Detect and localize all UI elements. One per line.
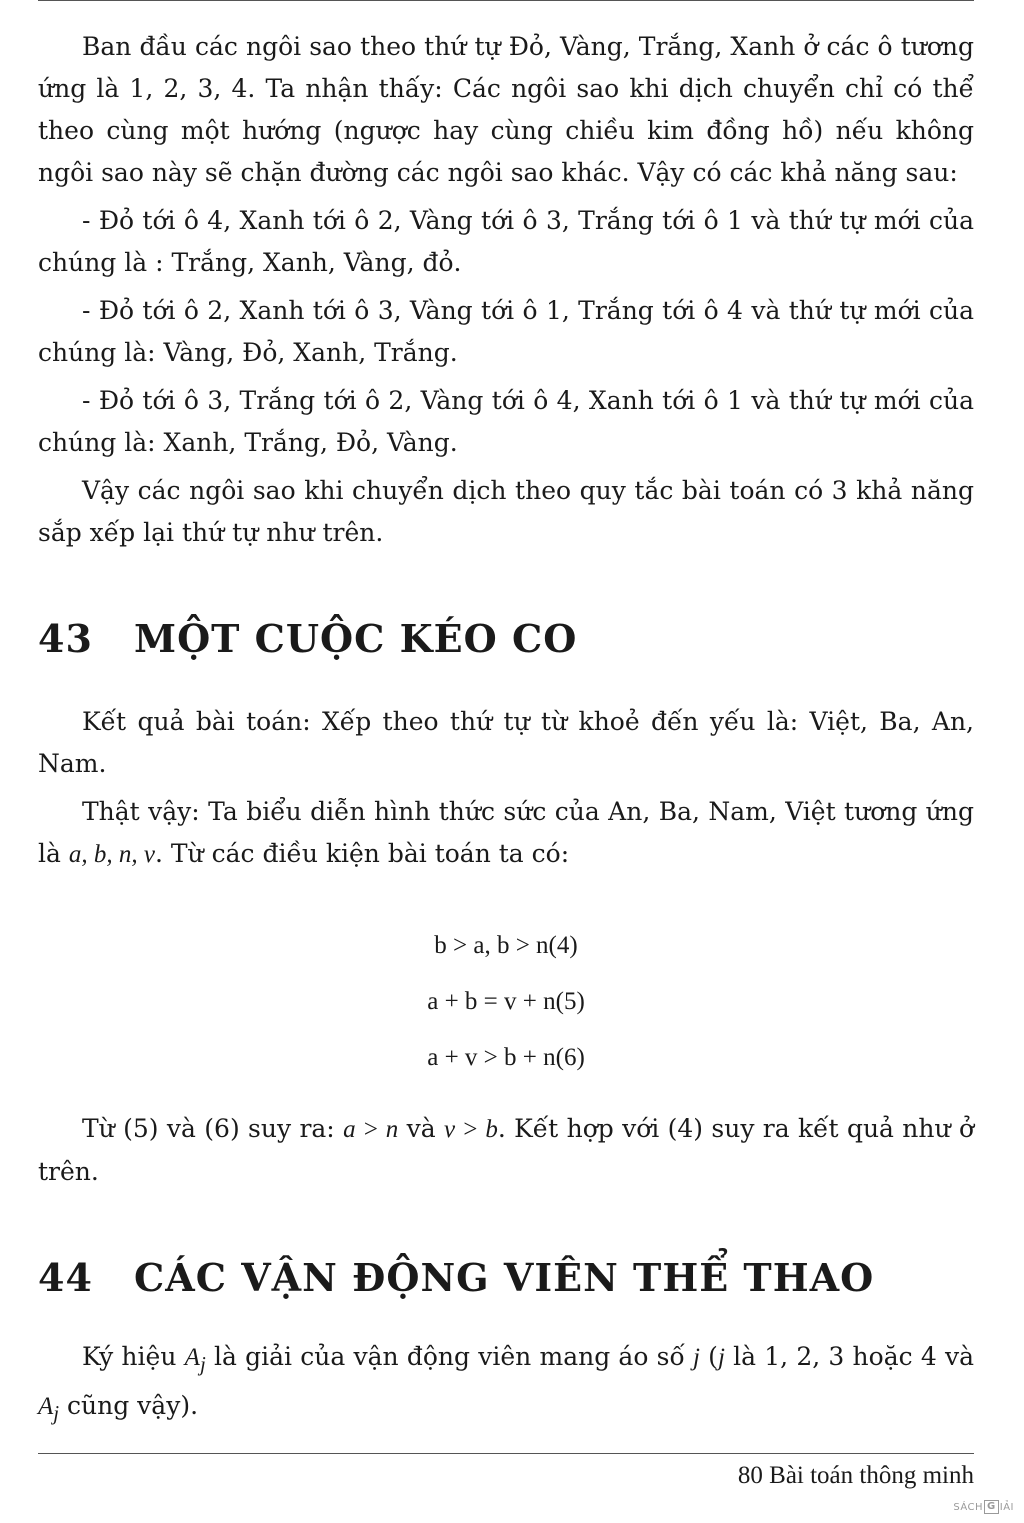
book-title-footer: 80 Bài toán thông minh: [737, 1462, 974, 1489]
section-44-heading: [38, 1255, 974, 1300]
equation-block: [38, 918, 974, 1086]
section-43-heading: [38, 616, 974, 661]
top-rule: [38, 0, 974, 1]
equation-6: a + v > b + n(6): [427, 1044, 585, 1071]
equation-5: a + b = v + n(5): [427, 988, 585, 1015]
section-43-result: Kết quả bài toán: Xếp theo thứ tự từ khoẻ đến yếu là: Việt, Ba, An, Nam.: [38, 707, 974, 778]
option-3-paragraph: - Đỏ tới ô 3, Trắng tới ô 2, Vàng tới ô 4, Xanh tới ô 1 và thứ tự mới của chúng là: Xanh, Trắng, Đỏ, Vàng.: [38, 386, 974, 457]
section-44-notation: Ký hiệu $A_j$ là giải của vận động viên mang áo số j (j là 1, 2, 3 hoặc 4 và $A_j$ cũng vậy).: [38, 1342, 975, 1425]
option-1-paragraph: - Đỏ tới ô 4, Xanh tới ô 2, Vàng tới ô 3, Trắng tới ô 1 và thứ tự mới của chúng là : Trắng, Xanh, Vàng, đỏ.: [38, 206, 974, 277]
section-43-representation: Thật vậy: Ta biểu diễn hình thức sức của An, Ba, Nam, Việt tương ứng là a, b, n, v. Từ các điều kiện bài toán ta có:: [38, 797, 974, 868]
page-content: [38, 26, 974, 1434]
publisher-logo: SÁCH G IẢI: [953, 1501, 1014, 1513]
section-43-number: 43: [38, 616, 93, 661]
intro-paragraph: Ban đầu các ngôi sao theo thứ tự Đỏ, Vàng, Trắng, Xanh ở các ô tương ứng là 1, 2, 3, 4. Ta nhận thấy: Các ngôi sao khi dịch chuyển chỉ có thể theo cùng một hướng (ngược hay cùng chiều kim đồng hồ) nếu không ngôi sao này sẽ chặn đường các ngôi sao khác. Vậy có các khả năng sau:: [38, 32, 974, 187]
conclusion-paragraph: Vậy các ngôi sao khi chuyển dịch theo quy tắc bài toán có 3 khả năng sắp xếp lại thứ tự như trên.: [38, 476, 974, 547]
section-44-title: CÁC VẬN ĐỘNG VIÊN THỂ THAO: [134, 1255, 875, 1300]
variables-math: a, b, n, v: [68, 841, 155, 868]
option-2-paragraph: - Đỏ tới ô 2, Xanh tới ô 3, Vàng tới ô 1, Trắng tới ô 4 và thứ tự mới của chúng là: Vàng, Đỏ, Xanh, Trắng.: [38, 296, 974, 367]
section-43-title: MỘT CUỘC KÉO CO: [134, 616, 578, 661]
equation-4: b > a, b > n(4): [434, 932, 578, 959]
section-44-number: 44: [38, 1255, 93, 1300]
bottom-rule: [38, 1453, 974, 1454]
logo-g-icon: G: [984, 1500, 999, 1514]
section-43-deduction: Từ (5) và (6) suy ra: a > n và v > b. Kết hợp với (4) suy ra kết quả như ở trên.: [38, 1114, 975, 1186]
